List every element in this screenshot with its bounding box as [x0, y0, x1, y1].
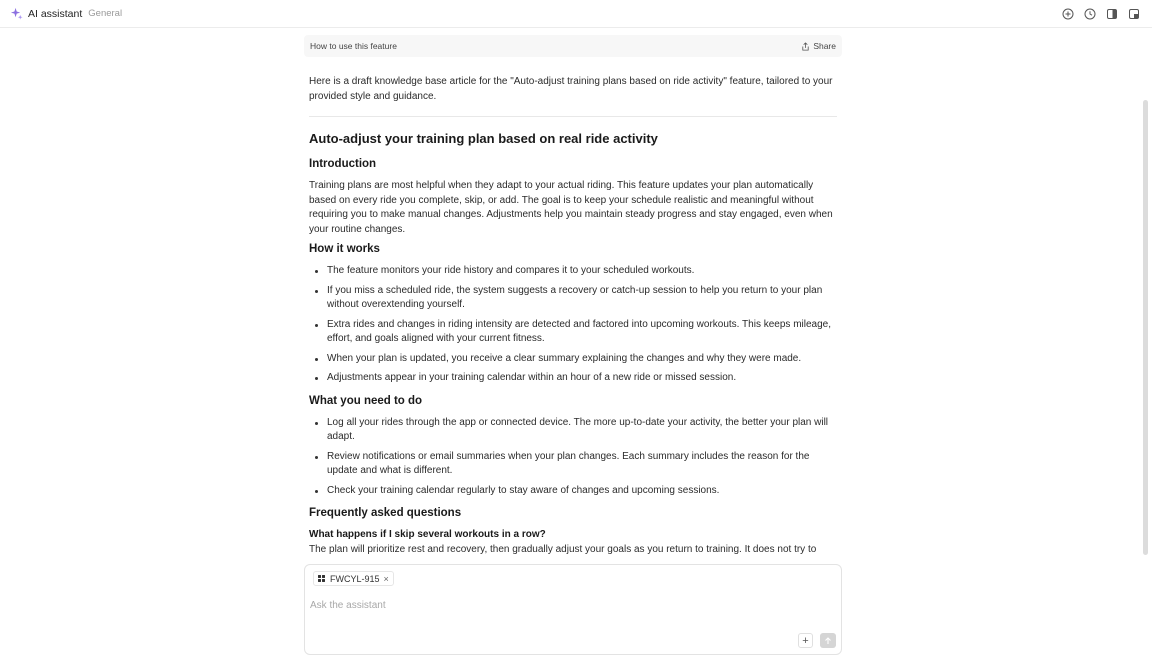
list-item: If you miss a scheduled ride, the system suggests a recovery or catch-up session to help you return to your plan without overextending yourself.: [309, 284, 837, 313]
app-subtitle[interactable]: General: [88, 8, 123, 19]
ask-input[interactable]: [310, 597, 830, 613]
toggle-panel-button[interactable]: [1105, 7, 1118, 20]
share-label: Share: [813, 41, 836, 51]
plus-circle-icon: [1062, 8, 1074, 20]
new-chat-button[interactable]: [1061, 7, 1074, 20]
arrow-up-icon: [824, 637, 832, 645]
assistant-message: [309, 75, 837, 564]
how-it-works-list: [309, 264, 837, 386]
faq-answer: The plan will prioritize rest and recovery, then gradually adjust your goals as you return to training. It does not try to: [309, 543, 817, 555]
list-item: Check your training calendar regularly to stay aware of changes and upcoming sessions.: [309, 484, 837, 499]
list-item: When your plan is updated, you receive a clear summary explaining the changes and why they were made.: [309, 352, 837, 367]
how-it-works-heading: How it works: [309, 243, 380, 255]
list-item: Review notifications or email summaries when your plan changes. Each summary includes the reason for the update and what is different.: [309, 450, 837, 479]
response-intro: Here is a draft knowledge base article for the "Auto-adjust training plans based on ride activity" feature, tailored to your provided style and guidance.: [309, 76, 833, 102]
send-button[interactable]: [820, 633, 836, 648]
chip-label: FWCYL-915: [330, 573, 380, 584]
scrollbar-thumb[interactable]: [1143, 100, 1148, 555]
panel-right-icon: [1106, 8, 1118, 20]
what-you-need-heading: What you need to do: [309, 394, 423, 407]
sparkle-icon: [9, 7, 23, 21]
introduction-heading: Introduction: [309, 158, 377, 170]
list-item: Adjustments appear in your training calendar within an hour of a new ride or missed session.: [309, 371, 837, 386]
history-button[interactable]: [1083, 7, 1096, 20]
conversation-header: [304, 35, 842, 57]
app-title: AI assistant: [28, 7, 83, 20]
list-item: The feature monitors your ride history and compares it to your scheduled workouts.: [309, 264, 837, 279]
faq-question: What happens if I skip several workouts in a row?: [309, 529, 546, 540]
share-button[interactable]: [801, 41, 836, 51]
introduction-body: Training plans are most helpful when they adapt to your actual riding. This feature updates your plan automatically based on every ride you complete, skip, or add. The goal is to keep your schedule realistic and meaningful without requiring you to make manual changes. Adjustments help you maintain steady progress and stay engaged, even when your routine changes.: [309, 180, 833, 235]
popout-button[interactable]: [1127, 7, 1140, 20]
article-title: Auto-adjust your training plan based on real ride activity: [309, 131, 658, 146]
conversation-title[interactable]: How to use this feature: [310, 41, 397, 51]
clock-icon: [1084, 8, 1096, 20]
close-icon[interactable]: ×: [383, 573, 389, 584]
context-chip[interactable]: [313, 571, 394, 586]
grid-icon: [318, 575, 326, 583]
add-attachment-button[interactable]: +: [798, 633, 813, 648]
list-item: Log all your rides through the app or connected device. The more up-to-date your activity, the better your plan will adapt.: [309, 416, 837, 445]
share-icon: [801, 42, 810, 51]
popout-icon: [1128, 8, 1140, 20]
header-actions: [1061, 7, 1140, 20]
faq-heading: Frequently asked questions: [309, 507, 462, 519]
list-item: Extra rides and changes in riding intensity are detected and factored into upcoming workouts. This keeps mileage, effort, and goals aligned with your current fitness.: [309, 318, 837, 347]
top-bar: [0, 0, 1152, 28]
composer: [304, 564, 842, 655]
what-you-need-list: [309, 416, 837, 499]
divider: [309, 116, 837, 117]
